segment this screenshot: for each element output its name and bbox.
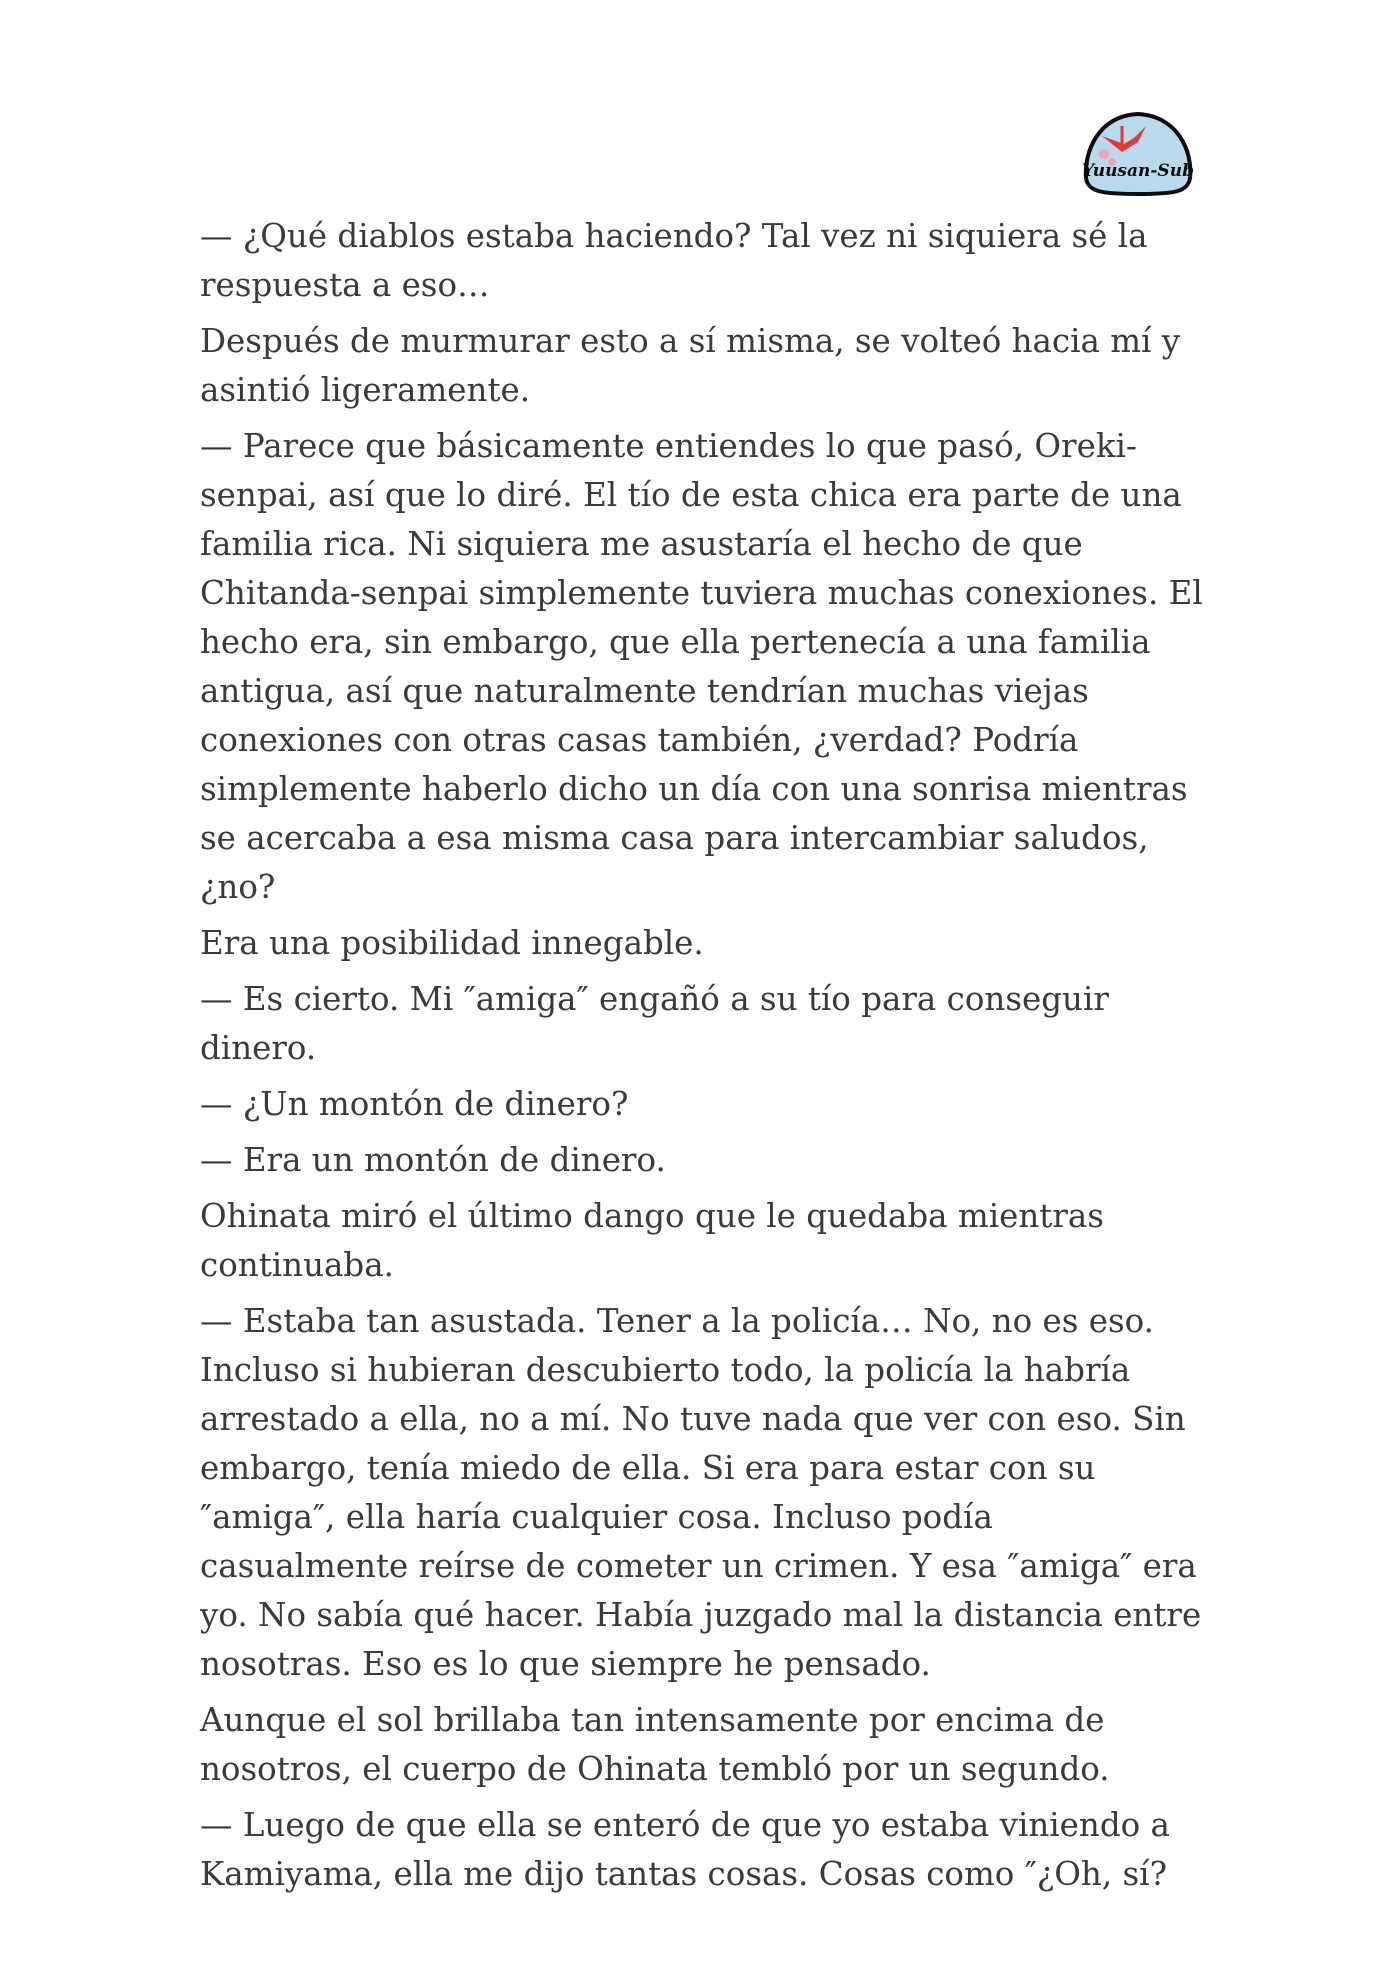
logo-text: Yuusan-Sub	[1082, 161, 1194, 181]
translator-logo	[1080, 108, 1196, 196]
paragraph: Después de murmurar esto a sí misma, se volteó hacia mí y asintió ligeramente.	[200, 322, 1181, 409]
paragraph: — ¿Qué diablos estaba haciendo? Tal vez ni siquiera sé la respuesta a eso…	[200, 217, 1148, 304]
paragraph: — ¿Un montón de dinero?	[200, 1085, 629, 1123]
paragraph: Era una posibilidad innegable.	[200, 924, 704, 962]
story-text	[200, 212, 1210, 1906]
paragraph: — Parece que básicamente entiendes lo que pasó, Oreki-senpai, así que lo diré. El tío de esta chica era parte de una familia rica. Ni siquiera me asustaría el hecho de que Chitanda-senpai simplemente tuviera muchas conexiones. El hecho era, sin embargo, que ella pertenecía a una familia antigua, así que naturalmente tendrían muchas viejas conexiones con otras casas también, ¿verdad? Podría simplemente haberlo dicho un día con una sonrisa mientras se acercaba a esa misma casa para intercambiar saludos, ¿no?	[200, 427, 1203, 906]
paragraph: Aunque el sol brillaba tan intensamente por encima de nosotros, el cuerpo de Ohinata tembló por un segundo.	[200, 1701, 1110, 1788]
paragraph: — Es cierto. Mi ″amiga″ engañó a su tío para conseguir dinero.	[200, 980, 1109, 1067]
blossom-icon	[1099, 149, 1109, 159]
paragraph: — Estaba tan asustada. Tener a la policía… No, no es eso. Incluso si hubieran descubierto todo, la policía la habría arrestado a ella, no a mí. No tuve nada que ver con eso. Sin embargo, tenía miedo de ella. Si era para estar con su ″amiga″, ella haría cualquier cosa. Incluso podía casualmente reírse de cometer un crimen. Y esa ″amiga″ era yo. No sabía qué hacer. Había juzgado mal la distancia entre nosotras. Eso es lo que siempre he pensado.	[200, 1302, 1202, 1683]
paragraph: Ohinata miró el último dango que le quedaba mientras continuaba.	[200, 1197, 1104, 1284]
paragraph: — Luego de que ella se enteró de que yo estaba viniendo a Kamiyama, ella me dijo tantas cosas. Cosas como ″¿Oh, sí?	[200, 1806, 1170, 1893]
paragraph: — Era un montón de dinero.	[200, 1141, 666, 1179]
